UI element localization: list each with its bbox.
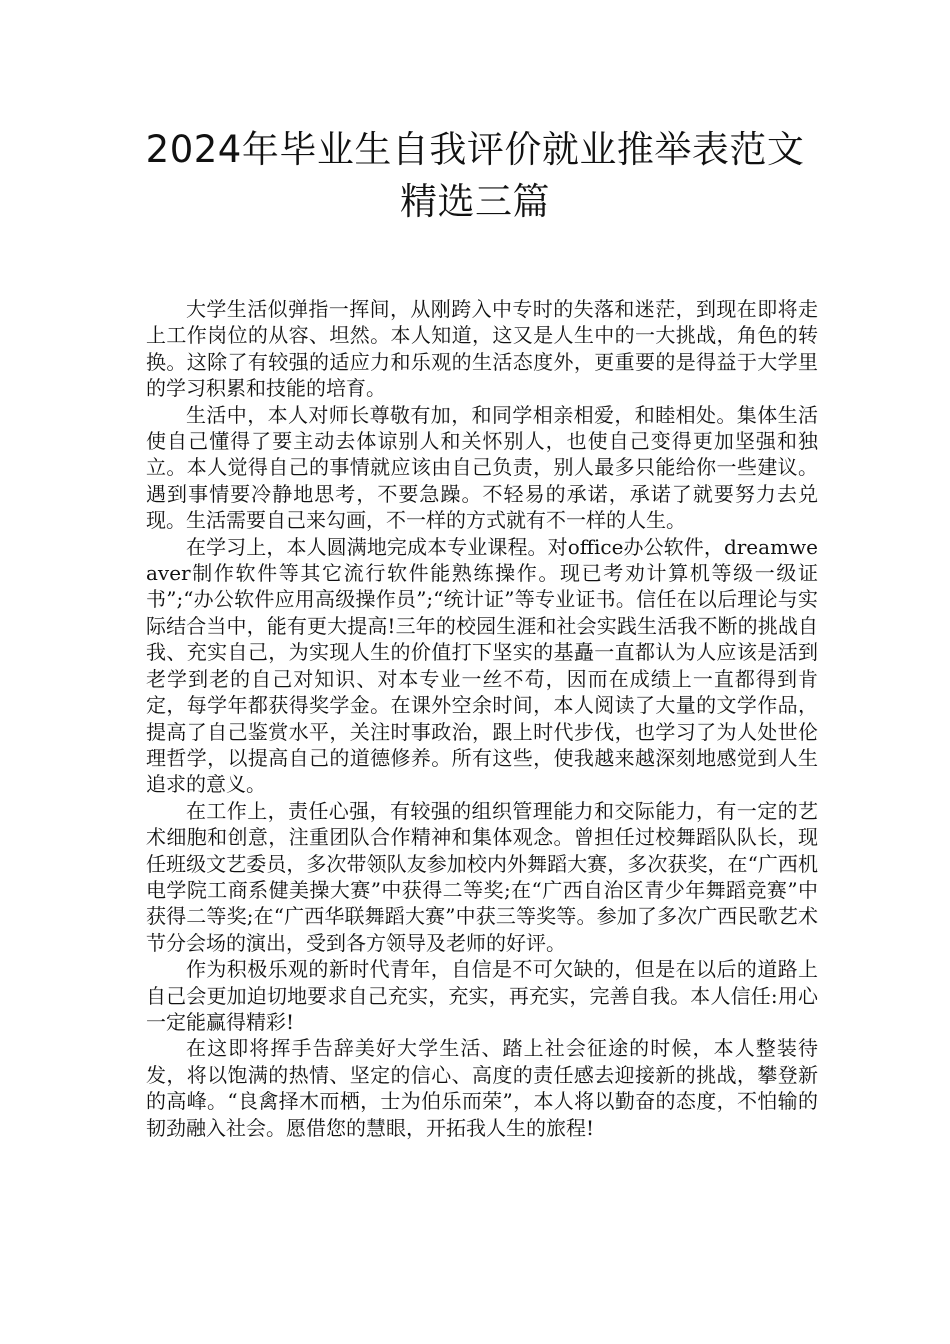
- paragraph-intro: 大学生活似弹指一挥间，从刚跨入中专时的失落和迷茫，到现在即将走上工作岗位的从容、坦然。本人知道，这又是人生中的一大挑战，角色的转换。这除了有较强的适应力和乐观的生活态度外，更重要的是得益于大学里的学习积累和技能的培育。: [146, 297, 818, 401]
- document-body: [146, 296, 818, 1141]
- paragraph-life: 生活中，本人对师长尊敬有加，和同学相亲相爱，和睦相处。集体生活使自己懂得了要主动去体谅别人和关怀别人，也使自己变得更加坚强和独立。本人觉得自己的事情就应该由自己负责，别人最多只能给你一些建议。遇到事情要冷静地思考，不要急躁。不轻易的承诺，承诺了就要努力去兑现。生活需要自己来勾画，不一样的方式就有不一样的人生。: [146, 402, 818, 533]
- title-line-2: 精选三篇: [400, 180, 550, 223]
- paragraph-closing: 在这即将挥手告辞美好大学生活、踏上社会征途的时候，本人整装待发，将以饱满的热情、坚定的信心、高度的责任感去迎接新的挑战，攀登新的高峰。“良禽择木而栖，士为伯乐而荣”，本人将以勤奋的态度，不怕输的韧劲融入社会。愿借您的慧眼，开拓我人生的旅程!: [146, 1036, 818, 1140]
- paragraph-work: 在工作上，责任心强，有较强的组织管理能力和交际能力，有一定的艺术细胞和创意，注重团队合作精神和集体观念。曾担任过校舞蹈队队长，现任班级文艺委员，多次带领队友参加校内外舞蹈大赛，多次获奖，在“广西机电学院工商系健美操大赛”中获得二等奖;在“广西自治区青少年舞蹈竞赛”中获得二等奖;在“广西华联舞蹈大赛”中获三等奖等。参加了多次广西民歌艺术节分会场的演出，受到各方领导及老师的好评。: [146, 798, 818, 955]
- paragraph-study: 在学习上，本人圆满地完成本专业课程。对office办公软件，dreamweaver制作软件等其它流行软件能熟练操作。现已考劝计算机等级一级证书”;“办公软件应用高级操作员”;“统计证”等专业证书。信任在以后理论与实际结合当中，能有更大提高!三年的校园生涯和社会实践生活我不断的挑战自我、充实自己，为实现人生的价值打下坚实的基矗一直都认为人应该是活到老学到老的自己对知识、对本专业一丝不苟，因而在成绩上一直都得到肯定，每学年都获得奖学金。在课外空余时间，本人阅读了大量的文学作品，提高了自己鉴赏水平，关注时事政治，跟上时代步伐，也学习了为人处世伦理哲学，以提高自己的道德修养。所有这些，使我越来越深刻地感觉到人生追求的意义。: [146, 534, 818, 797]
- paragraph-confidence: 作为积极乐观的新时代青年，自信是不可欠缺的，但是在以后的道路上自己会更加迫切地要求自己充实，充实，再充实，完善自我。本人信任:用心一定能赢得精彩!: [146, 957, 818, 1034]
- title-line-1: 2024年毕业生自我评价就业推举表范文: [145, 128, 805, 171]
- document-title: [100, 124, 850, 228]
